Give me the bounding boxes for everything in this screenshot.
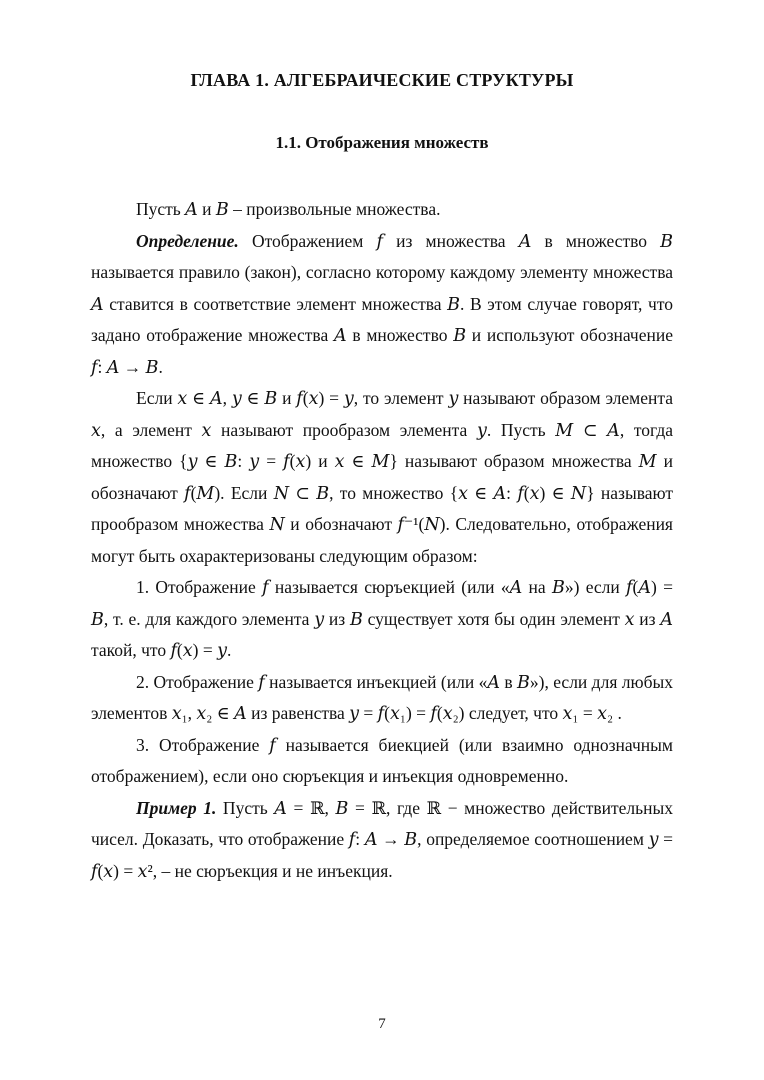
image-preimage-paragraph: Если 𝑥 ∈ 𝐴, 𝑦 ∈ 𝐵 и 𝑓(𝑥) = 𝑦, то элемент 𝑦 называют образом элемента 𝑥, а элемент 𝑥 называют прообразом элемента 𝑦. Пусть 𝑀 ⊂ 𝐴, тогда множество {𝑦 ∈ 𝐵: 𝑦 = 𝑓(𝑥) и 𝑥 ∈ 𝑀} называют образом множества 𝑀 и обозначают 𝑓(𝑀). Если 𝑁 ⊂ 𝐵, то множество {𝑥 ∈ 𝐴: 𝑓(𝑥) ∈ 𝑁} называют прообразом множества 𝑁 и обозначают 𝑓⁻¹(𝑁). Следовательно, отображения могут быть охарактеризованы следующим образом: (91, 388, 673, 566)
intro-paragraph: Пусть 𝐴 и 𝐵 – произвольные множества. (136, 199, 441, 219)
definition-label: Определение. (136, 230, 239, 251)
example-paragraph (91, 793, 673, 888)
body-text (91, 194, 673, 887)
definition-paragraph (91, 226, 673, 384)
example-text: Пусть 𝐴 = ℝ, 𝐵 = ℝ, где ℝ − множество действительных чисел. Доказать, что отображение 𝑓: 𝐴 → 𝐵, определяемое соотношением 𝑦 = 𝑓(𝑥) = 𝑥², – не сюръекция и не инъекция. (91, 797, 673, 881)
bijection-item: 3. Отображение 𝑓 называется биекцией (или взаимно однозначным отображением), если оно сюръекция и инъекция одновременно. (91, 734, 673, 786)
definition-text: Отображением 𝑓 из множества 𝐴 в множество 𝐵 называется правило (закон), согласно которому каждому элементу множества 𝐴 ставится в соответствие элемент множества 𝐵. В этом случае говорят, что задано отображение множества 𝐴 в множество 𝐵 и используют обозначение 𝑓: 𝐴 → 𝐵. (91, 230, 673, 377)
example-label: Пример 1. (136, 797, 217, 818)
surjection-item: 1. Отображение 𝑓 называется сюръекцией (или «𝐴 на 𝐵») если 𝑓(𝐴) = 𝐵, т. е. для каждого элемента 𝑦 из 𝐵 существует хотя бы один элемент 𝑥 из 𝐴 такой, что 𝑓(𝑥) = 𝑦. (91, 577, 673, 660)
injection-item: 2. Отображение 𝑓 называется инъекцией (или «𝐴 в 𝐵»), если для любых элементов 𝑥₁, 𝑥₂ ∈ 𝐴 из равенства 𝑦 = 𝑓(𝑥₁) = 𝑓(𝑥₂) следует, что 𝑥₁ = 𝑥₂ . (91, 671, 673, 723)
page-number: 7 (378, 1016, 386, 1032)
chapter-title: ГЛАВА 1. АЛГЕБРАИЧЕСКИЕ СТРУКТУРЫ (190, 70, 574, 90)
section-title: 1.1. Отображения множеств (275, 133, 489, 152)
